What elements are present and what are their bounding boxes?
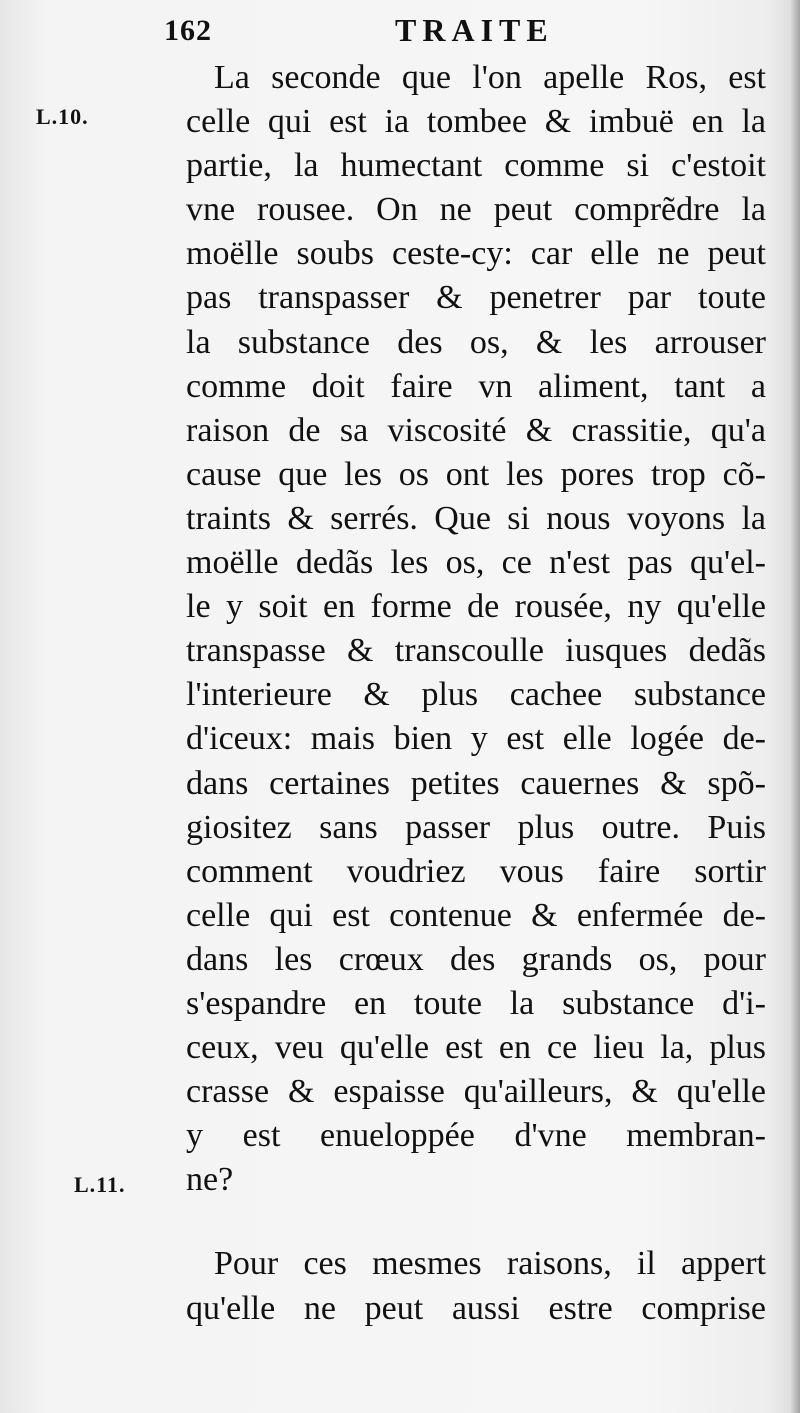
text-line: pas transpasser & penetrer par toute [186,279,766,317]
text-line: le y soit en forme de rousée, ny qu'elle [186,588,766,626]
text-line: comme doit faire vn aliment, tant a [186,367,766,405]
text-line: vne rousee. On ne peut comprẽdre la [186,191,766,229]
margin-note-second: L.11. [74,1172,126,1197]
margin-note-first: L.10. [36,104,89,129]
text-line: qu'elle ne peut aussi estre comprise [186,1289,766,1327]
text-line: partie, la humectant comme si c'estoit [186,147,766,185]
text-line: crasse & espaisse qu'ailleurs, & qu'elle [186,1073,766,1111]
text-line: la substance des os, & les arrouser [186,323,766,361]
text-line: l'interieure & plus cachee substance [186,676,766,714]
paragraph-2 [186,1242,766,1330]
running-head: TRAITE [395,12,554,48]
text-line: moëlle soubs ceste-cy: car elle ne peut [186,235,766,273]
text-line: giositez sans passer plus outre. Puis [186,808,766,846]
text-line: celle qui est ia tombee & imbuë en la [186,103,766,141]
text-line: Pour ces mesmes raisons, il appert [214,1245,766,1283]
text-line: traints & serrés. Que si nous voyons la [186,499,766,537]
paragraph-gap [186,1202,766,1242]
text-line: y est enueloppée d'vne membran- [186,1117,766,1155]
body-text [186,56,766,1331]
text-line: ne? [186,1161,234,1199]
text-line: raison de sa viscosité & crassitie, qu'a [186,411,766,449]
text-line: transpasse & transcoulle iusques dedãs [186,632,766,670]
text-line: moëlle dedãs les os, ce n'est pas qu'el- [186,544,766,582]
text-line: dans les crœux des grands os, pour [186,940,766,978]
text-line: comment voudriez vous faire sortir [186,852,766,890]
page-number: 162 [164,14,212,47]
paragraph-1 [186,56,766,1202]
text-line: s'espandre en toute la substance d'i- [186,984,766,1022]
text-line: La seconde que l'on apelle Ros, est [214,59,766,96]
text-line: d'iceux: mais bien y est elle logée de- [186,720,766,758]
page-edge-shadow [790,0,800,1413]
text-line: ceux, veu qu'elle est en ce lieu la, plus [186,1029,766,1067]
text-line: cause que les os ont les pores trop cõ- [186,455,766,493]
text-line: dans certaines petites cauernes & spõ- [186,764,766,802]
text-line: celle qui est contenue & enfermée de- [186,896,766,934]
